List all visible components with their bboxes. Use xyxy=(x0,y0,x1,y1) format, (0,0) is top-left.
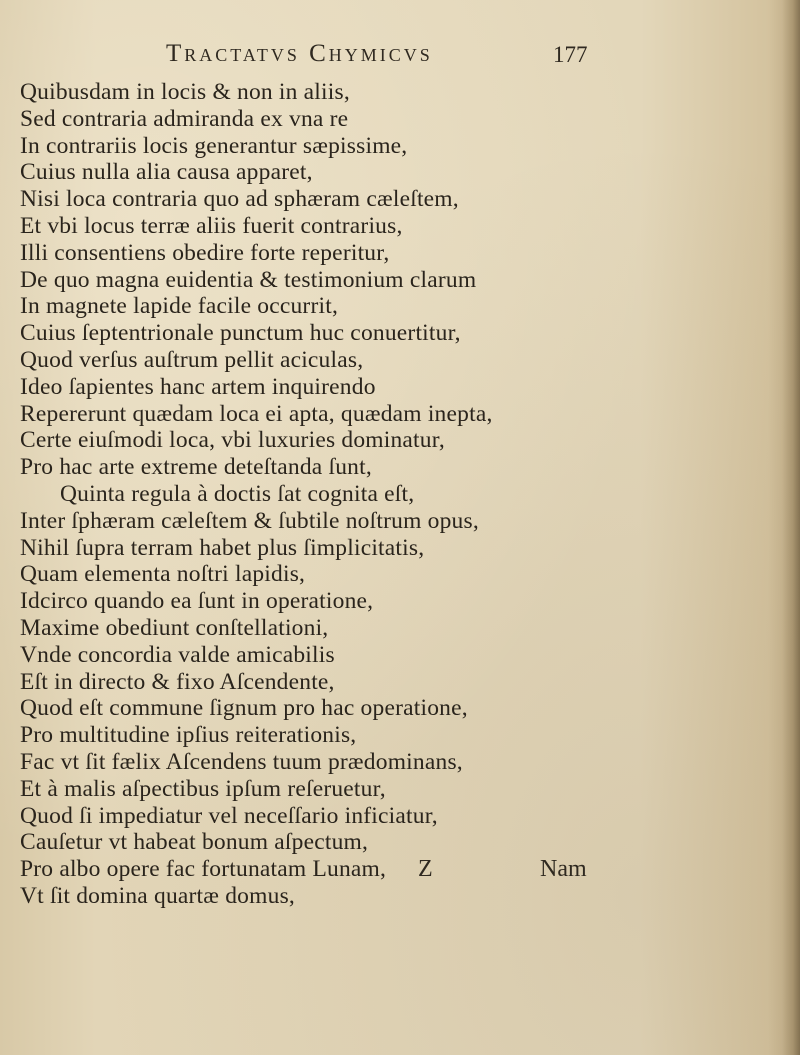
verse-line: Pro multitudine ipſius reiterationis, xyxy=(20,722,357,749)
verse-line: Repererunt quædam loca ei apta, quædam inepta, xyxy=(20,400,493,427)
verse-line: Maxime obediunt conſtellationi, xyxy=(20,614,329,641)
verse-line: Ideo ſapientes hanc artem inquirendo xyxy=(20,373,376,400)
verse-line: Vt ſit domina quartæ domus, xyxy=(20,882,295,909)
verse-line: Cuius nulla alia causa apparet, xyxy=(20,159,313,186)
verse-line: Cauſetur vt habeat bonum aſpectum, xyxy=(20,829,369,856)
verse-line: Nihil ſupra terram habet plus ſimplicitatis, xyxy=(20,534,425,561)
running-head xyxy=(0,40,800,72)
verse-line: De quo magna euidentia & testimonium clarum xyxy=(20,266,477,293)
verse-line: Quod verſus auſtrum pellit aciculas, xyxy=(20,346,364,373)
verse-line: Quibusdam in locis & non in aliis, xyxy=(20,79,350,105)
verse-line: In contrariis locis generantur sæpissime, xyxy=(20,132,408,159)
verse-line: Certe eiuſmodi loca, vbi luxuries dominatur, xyxy=(20,427,445,454)
verse-line: Nisi loca contraria quo ad sphæram cæleſtem, xyxy=(20,186,459,213)
verse-text-block xyxy=(20,79,620,910)
verse-line: Idcirco quando ea ſunt in operatione, xyxy=(20,588,374,615)
page-edge-shadow xyxy=(782,0,800,1055)
verse-line: Quam elementa noſtri lapidis, xyxy=(20,561,306,588)
verse-line: Pro albo opere fac fortunatam Lunam, xyxy=(20,856,387,883)
verse-line: Illi consentiens obedire forte reperitur, xyxy=(20,239,390,266)
verse-line: Inter ſphæram cæleſtem & ſubtile noſtrum opus, xyxy=(20,507,479,534)
verse-line: Quinta regula à doctis ſat cognita eſt, xyxy=(60,480,415,507)
verse-line: In magnete lapide facile occurrit, xyxy=(20,293,339,320)
catchword: Nam xyxy=(540,856,587,882)
page-footer xyxy=(0,856,800,886)
verse-line: Cuius ſeptentrionale punctum huc conuertitur, xyxy=(20,320,461,347)
verse-line: Eſt in directo & fixo Aſcendente, xyxy=(20,668,335,695)
verse-line: Fac vt ſit fælix Aſcendens tuum prædominans, xyxy=(20,748,463,775)
signature-mark: Z xyxy=(418,856,433,882)
verse-line: Et à malis aſpectibus ipſum reſeruetur, xyxy=(20,775,386,802)
verse-line: Quod eſt commune ſignum pro hac operatione, xyxy=(20,695,468,722)
page-number: 177 xyxy=(553,42,588,67)
running-title: Tractatvs Chymicvs xyxy=(166,40,433,67)
verse-line: Pro hac arte extreme deteſtanda ſunt, xyxy=(20,454,372,481)
verse-line: Quod ſi impediatur vel neceſſario inficiatur, xyxy=(20,802,438,829)
verse-line: Vnde concordia valde amicabilis xyxy=(20,641,335,668)
verse-line: Sed contraria admiranda ex vna re xyxy=(20,105,349,132)
verse-line: Et vbi locus terræ aliis fuerit contrarius, xyxy=(20,212,403,239)
